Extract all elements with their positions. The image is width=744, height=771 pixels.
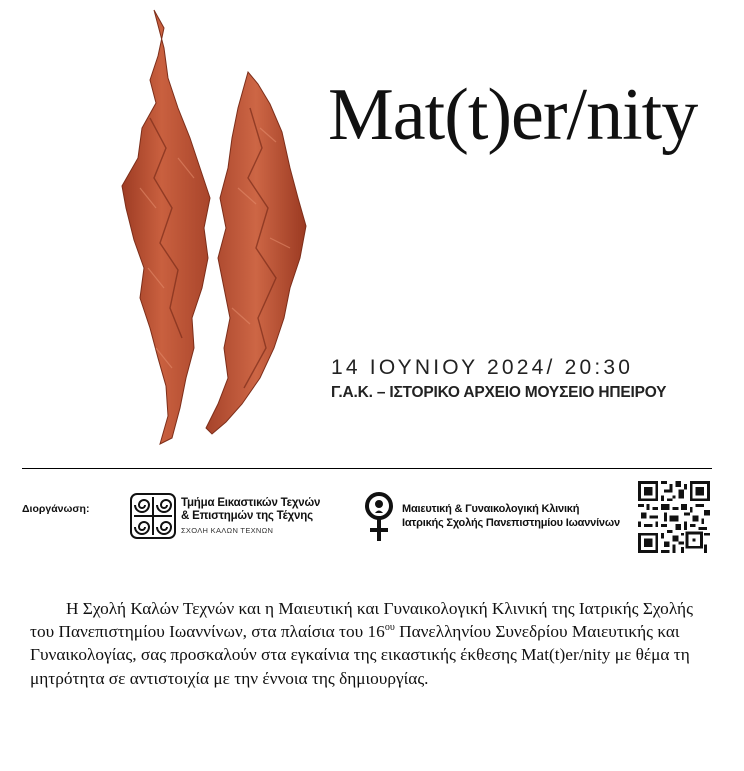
clinic-logo-female-symbol (364, 491, 394, 543)
school-name-line2: & Επιστημών της Τέχνης (181, 510, 313, 522)
clinic-name-line2: Ιατρικής Σχολής Πανεπιστημίου Ιωαννίνων (402, 517, 620, 529)
invitation-text-part2: Πανελληνίου Συνεδρίου Μαιευτικής και Γυναικολογίας, σας προσκαλούν στα εγκαίνια της εικαστικής έκθεσης Mat(t)er/nity με θέμα τη μητρότητα σε αντιστοιχία με την έννοια της δημιουργίας. (30, 622, 690, 688)
qr-code[interactable] (638, 481, 710, 553)
clay-sculpture-image (120, 8, 310, 448)
school-subtitle: ΣΧΟΛΗ ΚΑΛΩΝ ΤΕΧΝΩΝ (181, 526, 274, 535)
exhibition-title: Mat(t)er/nity (328, 74, 698, 156)
school-name (181, 497, 320, 523)
ordinal-superscript: ου (384, 622, 395, 634)
divider-line (22, 468, 712, 469)
clinic-name (402, 502, 620, 530)
organizers-label: Διοργάνωση: (22, 503, 90, 515)
event-date-time: 14 ΙΟΥΝΙΟΥ 2024/ 20:30 (331, 356, 634, 379)
clinic-name-line1: Μαιευτική & Γυναικολογική Κλινική (402, 503, 580, 515)
invitation-text-part1: Η Σχολή Καλών Τεχνών και η Μαιευτική και Γυναικολογική Κλινική της Ιατρικής Σχολής του Πανεπιστημίου Ιωαννίνων, στα πλαίσια του 16 (30, 599, 693, 642)
school-of-fine-arts-logo (130, 493, 176, 539)
invitation-paragraph (30, 597, 720, 690)
event-venue: Γ.Α.Κ. – ΙΣΤΟΡΙΚΟ ΑΡΧΕΙΟ ΜΟΥΣΕΙΟ ΗΠΕΙΡΟΥ (331, 384, 667, 401)
school-name-line1: Τμήμα Εικαστικών Τεχνών (181, 497, 321, 509)
